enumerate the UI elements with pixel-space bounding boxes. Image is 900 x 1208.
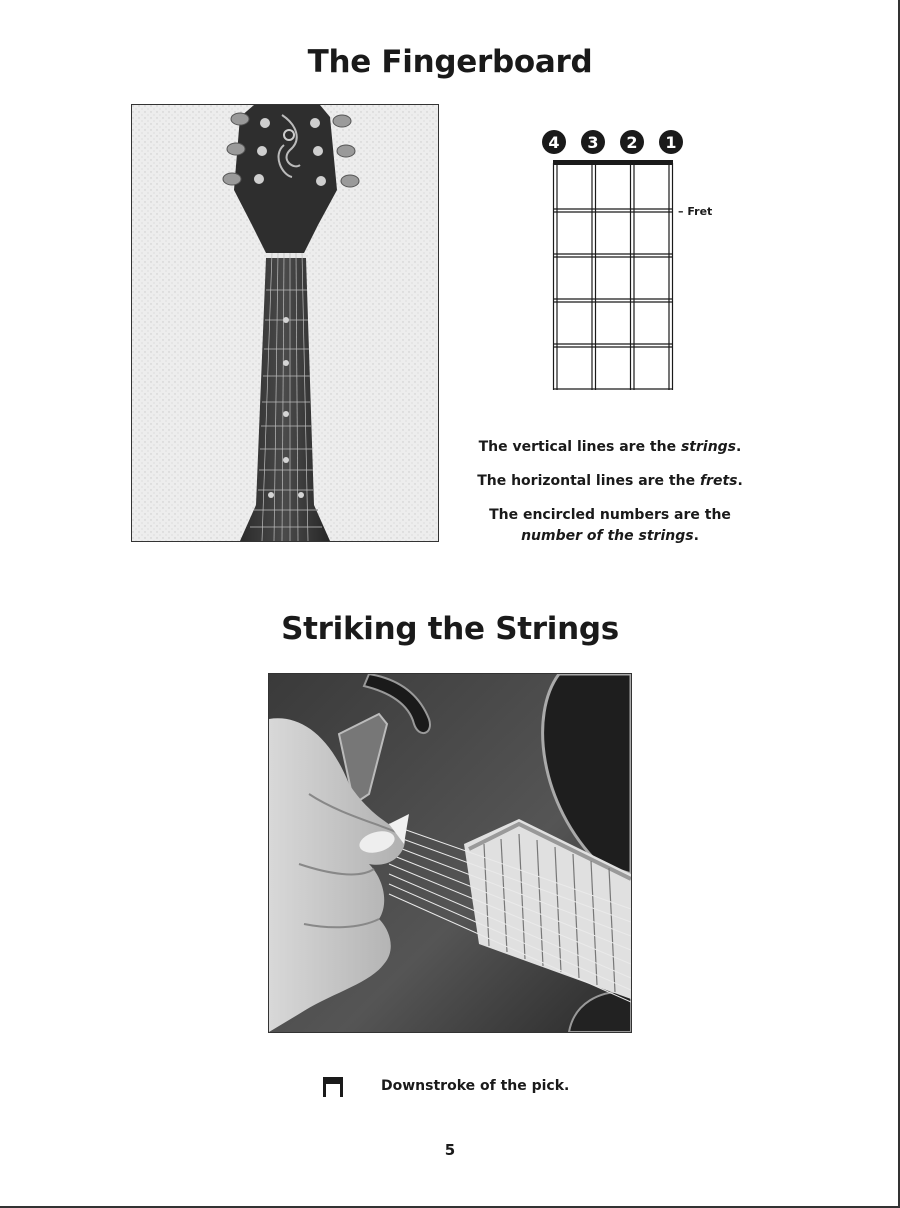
svg-text:1: 1 [665,133,677,152]
striking-heading: Striking the Strings [281,611,619,647]
svg-text:3: 3 [587,133,599,152]
string-number-1 [659,130,683,154]
svg-text:2: 2 [626,133,638,152]
downstroke-description: Downstroke of the pick. [381,1078,570,1094]
fingerboard-heading: The Fingerboard [307,44,593,80]
fret-label: – Fret [678,205,713,218]
svg-text:4: 4 [548,133,560,152]
mandolin-neck-photo [131,104,439,542]
string-number-4 [542,130,566,154]
downstroke-symbol-icon [322,1076,344,1098]
fret-diagram-frets [553,209,673,389]
string-number-2 [620,130,644,154]
caption-string-numbers: The encircled numbers are the number of the strings. [489,507,731,544]
fret-diagram [538,126,728,396]
fret-diagram-nut [553,160,673,165]
caption-frets: The horizontal lines are the frets. [477,473,743,489]
string-number-3 [581,130,605,154]
picking-hand-photo [268,673,632,1033]
fret-diagram-strings [554,163,673,390]
caption-strings: The vertical lines are the strings. [478,439,742,455]
page-number: 5 [444,1141,456,1159]
